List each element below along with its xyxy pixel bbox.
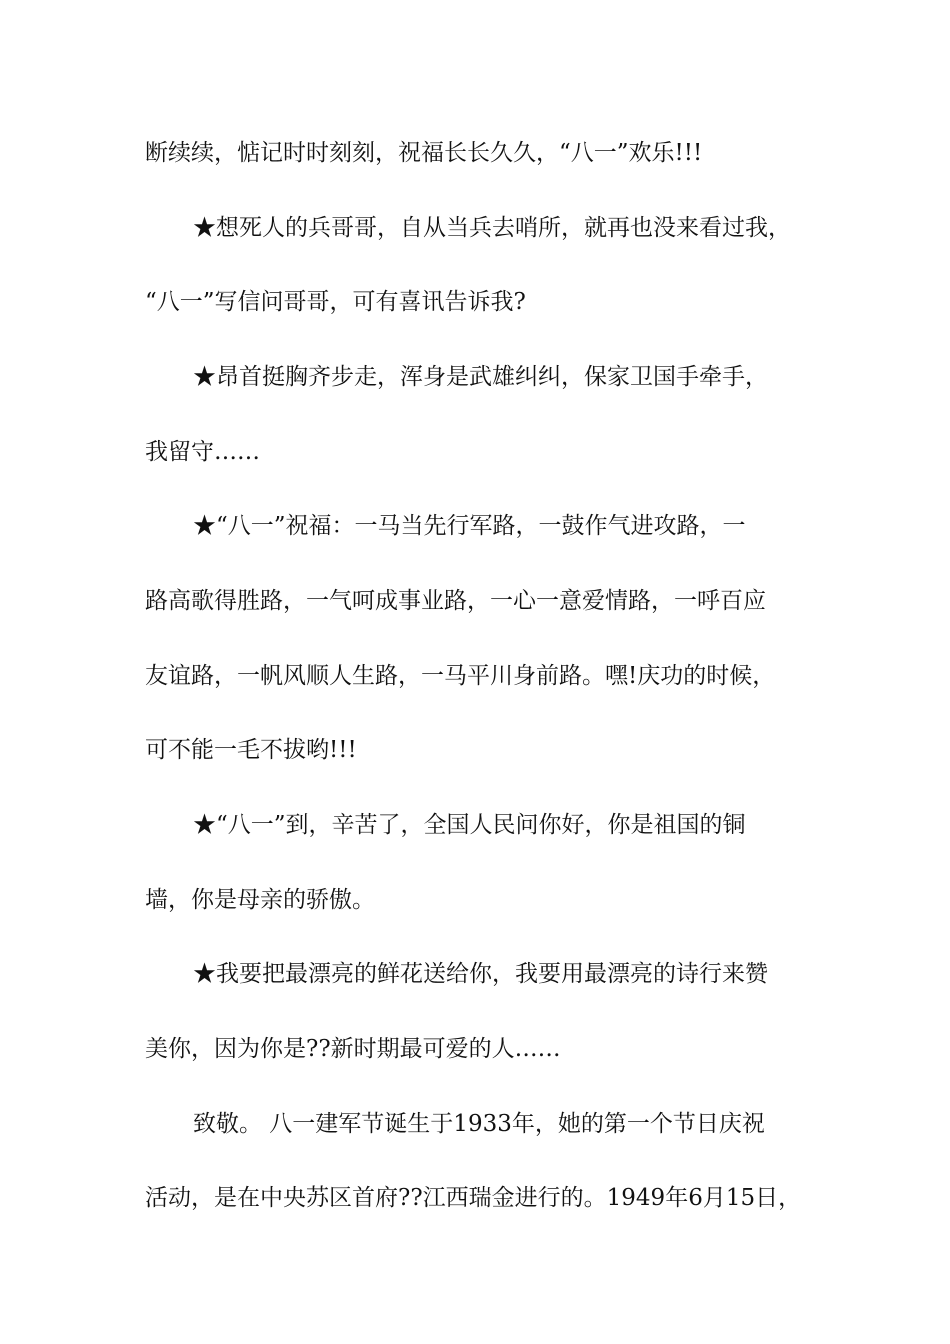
text-line: ★我要把最漂亮的鲜花送给你，我要用最漂亮的诗行来赞 (193, 961, 768, 987)
text-line: ★“八一”到，辛苦了，全国人民问你好，你是祖国的铜 (193, 812, 746, 838)
text-line: ★“八一”祝福：一马当先行军路，一鼓作气进攻路，一 (193, 513, 746, 539)
text-line: ★昂首挺胸齐步走，浑身是武雄纠纠，保家卫国手牵手， (193, 364, 768, 390)
text-line: 断续续，惦记时时刻刻，祝福长长久久，“八一”欢乐!!! (145, 140, 703, 166)
text-line: “八一”写信问哥哥，可有喜讯告诉我? (145, 289, 526, 315)
text-line: 活动，是在中央苏区首府??江西瑞金进行的。1949年6月15日， (145, 1185, 802, 1211)
text-line: 墙，你是母亲的骄傲。 (145, 887, 375, 913)
text-line: 可不能一毛不拔哟!!! (145, 737, 357, 763)
text-line: 美你，因为你是??新时期最可爱的人…… (145, 1036, 561, 1062)
text-line: 致敬。 八一建军节诞生于1933年，她的第一个节日庆祝 (193, 1111, 765, 1137)
text-line: 友谊路，一帆风顺人生路，一马平川身前路。嘿!庆功的时候， (145, 663, 776, 689)
text-line: 路高歌得胜路，一气呵成事业路，一心一意爱情路，一呼百应 (145, 588, 766, 614)
text-line: ★想死人的兵哥哥，自从当兵去哨所，就再也没来看过我， (193, 215, 791, 241)
text-line: 我留守…… (145, 439, 260, 465)
